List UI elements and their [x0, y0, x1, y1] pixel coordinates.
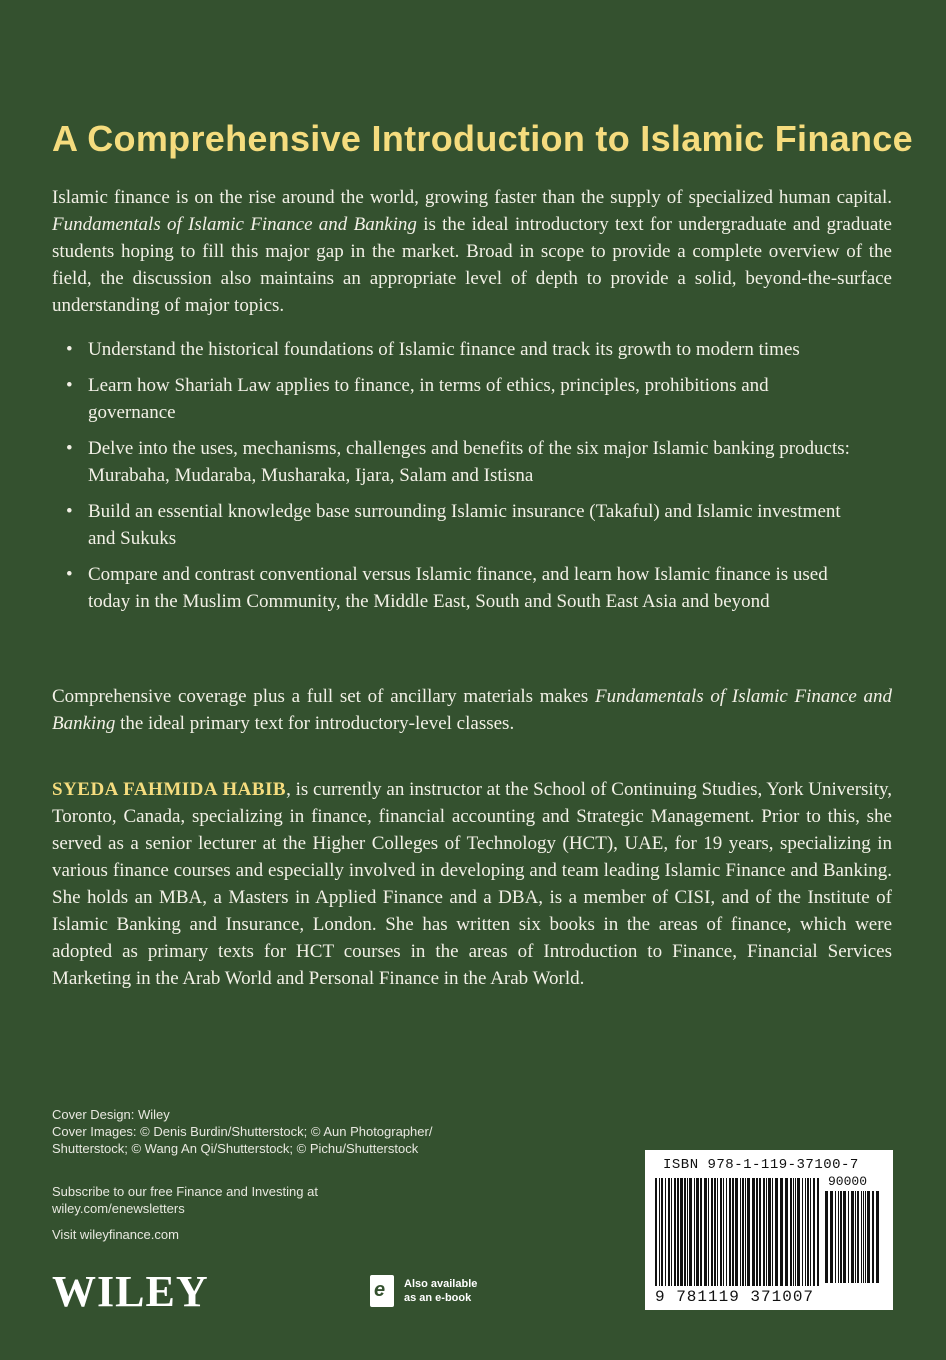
ebook-line-2: as an e-book	[404, 1292, 472, 1304]
barcode-bar	[785, 1178, 788, 1286]
barcode-bar	[747, 1178, 750, 1286]
barcode-bars	[655, 1178, 820, 1286]
isbn-number: ISBN 978-1-119-37100-7	[663, 1157, 859, 1173]
addon-barcode-bars	[825, 1191, 881, 1283]
barcode-bar	[655, 1178, 657, 1286]
barcode-bar	[807, 1178, 809, 1286]
barcode-bar	[671, 1178, 672, 1286]
barcode-bar	[855, 1191, 856, 1283]
barcode-bar	[802, 1178, 803, 1286]
feature-text: Delve into the uses, mechanisms, challenges and benefits of the six major Islamic banking products: Murabaha, Mudaraba, Musharaka, Ijara, Salam and Istisna	[88, 438, 850, 486]
barcode-bar	[876, 1191, 879, 1283]
headline: A Comprehensive Introduction to Islamic Finance	[52, 118, 913, 159]
feature-text: Learn how Shariah Law applies to finance, in terms of ethics, principles, prohibitions and governance	[88, 375, 769, 423]
feature-item	[66, 435, 856, 489]
bullet-marker: •	[66, 375, 73, 396]
barcode-bar	[726, 1178, 727, 1286]
bullet-marker: •	[66, 564, 73, 585]
barcode-bar	[720, 1178, 722, 1286]
barcode-bar	[793, 1178, 794, 1286]
barcode-bar	[813, 1178, 815, 1286]
barcode-bar	[717, 1178, 718, 1286]
barcode-bar	[674, 1178, 676, 1286]
feature-text: Build an essential knowledge base surrounding Islamic insurance (Takaful) and Islamic investment and Sukuks	[88, 501, 841, 549]
coverage-text-start: Comprehensive coverage plus a full set of ancillary materials makes	[52, 686, 595, 707]
barcode-bar	[680, 1178, 683, 1286]
barcode-bar	[805, 1178, 806, 1286]
barcode-bar	[742, 1178, 744, 1286]
barcode-bar	[714, 1178, 716, 1286]
barcode-bar	[708, 1178, 709, 1286]
barcode-bar	[835, 1191, 836, 1283]
barcode-bar	[825, 1191, 828, 1283]
bullet-marker: •	[66, 339, 73, 360]
barcode-bar	[740, 1178, 741, 1286]
isbn-barcode	[645, 1150, 893, 1310]
bio-text: , is currently an instructor at the School of Continuing Studies, York University, Toronto, Canada, specializing in finance, financial accounting and Strategic Management. Prior to this, she served as a senior lecturer at the Higher Colleges of Technology (HCT), UAE, for 19 years, specializing in various finance courses and especially involved in developing and team leading Islamic Finance and Banking. She holds an MBA, a Masters in Applied Finance and a DBA, is a member of CISI, and of the Institute of Islamic Banking and Insurance, London. She has written six books in the areas of finance, which were adopted as primary texts for HCT courses in the areas of Introduction to Finance, Financial Services Marketing in the Arab World and Personal Finance in the Arab World.	[52, 779, 892, 989]
author-name: SYEDA FAHMIDA HABIB	[52, 779, 287, 800]
intro-text-end: is the ideal introductory text for undergraduate and graduate students hoping to fill this major gap in the market. Broad in scope to provide a complete overview of the field, the discussion also maintains an appropriate level of depth to provide a solid, beyond-the-surface understanding of major topics.	[52, 214, 892, 316]
barcode-bar	[689, 1178, 692, 1286]
barcode-bar	[732, 1178, 734, 1286]
barcode-bar	[795, 1178, 796, 1286]
barcode-bar	[729, 1178, 731, 1286]
barcode-bar	[790, 1178, 792, 1286]
barcode-bar	[677, 1178, 679, 1286]
barcode-bar	[687, 1178, 688, 1286]
barcode-bar	[704, 1178, 707, 1286]
cover-images-credit: Cover Images: © Denis Burdin/Shutterstock; © Aun Photographer/ Shutterstock; © Wang An Qi/Shutterstock; © Pichu/Shutterstock	[52, 1124, 433, 1156]
bullet-marker: •	[66, 501, 73, 522]
feature-text: Compare and contrast conventional versus Islamic finance, and learn how Islamic finance is used today in the Muslim Community, the Middle East, South and South East Asia and beyond	[88, 564, 828, 612]
author-bio	[52, 776, 892, 992]
barcode-bar	[684, 1178, 686, 1286]
ebook-line-1: Also available	[404, 1278, 478, 1290]
barcode-bar	[759, 1178, 761, 1286]
intro-paragraph	[52, 184, 892, 319]
barcode-bar	[745, 1178, 746, 1286]
barcode-bar	[659, 1178, 660, 1286]
barcode-bar	[810, 1178, 811, 1286]
barcode-bar	[723, 1178, 724, 1286]
barcode-bar	[840, 1191, 842, 1283]
ebook-icon-letter: e	[374, 1279, 386, 1301]
barcode-bar	[772, 1178, 773, 1286]
coverage-book-title: Fundamentals of Islamic Finance and Banking	[52, 686, 892, 734]
barcode-bar	[851, 1191, 854, 1283]
price-code: 90000	[828, 1174, 868, 1189]
cover-design-credit: Cover Design: Wiley	[52, 1107, 170, 1122]
barcode-bar	[700, 1178, 702, 1286]
barcode-bar	[872, 1191, 874, 1283]
barcode-bar	[843, 1191, 846, 1283]
barcode-bar	[696, 1178, 699, 1286]
publisher-logo: WILEY	[52, 1267, 209, 1316]
barcode-bar	[817, 1178, 819, 1286]
barcode-bar	[766, 1178, 767, 1286]
barcode-bar	[865, 1191, 866, 1283]
bullet-marker: •	[66, 438, 73, 459]
barcode-bar	[830, 1191, 833, 1283]
feature-list	[66, 336, 856, 624]
barcode-bar	[711, 1178, 713, 1286]
feature-item	[66, 336, 856, 363]
barcode-bar	[863, 1191, 864, 1283]
barcode-bar	[861, 1191, 862, 1283]
intro-book-title: Fundamentals of Islamic Finance and Banking	[52, 214, 417, 235]
cover-credits	[52, 1106, 482, 1157]
barcode-bar	[665, 1178, 666, 1286]
feature-item	[66, 561, 856, 615]
barcode-bar	[857, 1191, 859, 1283]
website-note: Visit wileyfinance.com	[52, 1227, 179, 1242]
intro-text-start: Islamic finance is on the rise around the world, growing faster than the supply of specialized human capital.	[52, 187, 892, 208]
barcode-bar	[867, 1191, 870, 1283]
barcode-bar	[848, 1191, 849, 1283]
ebook-icon	[370, 1275, 394, 1307]
barcode-digits: 9 781119 371007	[655, 1288, 815, 1306]
barcode-bar	[763, 1178, 765, 1286]
feature-item	[66, 498, 856, 552]
barcode-bar	[838, 1191, 839, 1283]
barcode-bar	[775, 1178, 778, 1286]
barcode-bar	[752, 1178, 755, 1286]
coverage-paragraph	[52, 683, 892, 737]
coverage-text-end: the ideal primary text for introductory-level classes.	[115, 713, 515, 734]
barcode-bar	[768, 1178, 771, 1286]
barcode-bar	[780, 1178, 783, 1286]
ebook-notice	[404, 1277, 477, 1305]
feature-item	[66, 372, 856, 426]
newsletter-note: Subscribe to our free Finance and Investing at wiley.com/enewsletters	[52, 1184, 318, 1216]
barcode-bar	[694, 1178, 695, 1286]
barcode-bar	[661, 1178, 663, 1286]
barcode-bar	[756, 1178, 758, 1286]
barcode-bar	[668, 1178, 670, 1286]
barcode-bar	[797, 1178, 800, 1286]
feature-text: Understand the historical foundations of Islamic finance and track its growth to modern times	[88, 339, 800, 360]
barcode-bar	[735, 1178, 738, 1286]
